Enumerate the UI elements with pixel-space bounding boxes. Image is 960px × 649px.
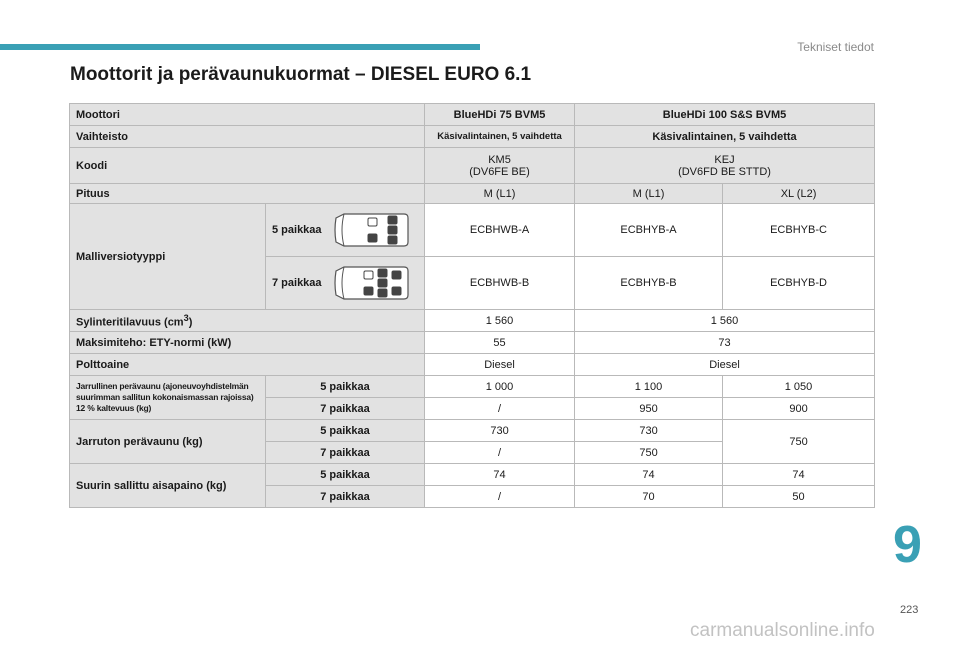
engine-1: BlueHDi 75 BVM5 <box>425 104 575 126</box>
code-1-line2: (DV6FE BE) <box>469 165 530 178</box>
displacement-label-close: ) <box>188 316 193 329</box>
van-7-seats-icon <box>330 263 410 303</box>
power-2: 73 <box>575 332 875 354</box>
label-version: Malliversiotyyppi <box>70 204 266 310</box>
version5-1: ECBHWB-A <box>425 204 575 257</box>
unbraked-seats-5: 5 paikkaa <box>266 420 425 442</box>
label-nose-weight: Suurin sallittu aisapaino (kg) <box>70 464 266 508</box>
fuel-2: Diesel <box>575 354 875 376</box>
braked7-3: 900 <box>723 398 875 420</box>
braked7-2: 950 <box>575 398 723 420</box>
displacement-unit-sup: 3 <box>183 312 189 323</box>
length-1: M (L1) <box>425 184 575 204</box>
code-2-line1: KEJ <box>714 153 735 166</box>
section-title: Tekniset tiedot <box>797 40 874 54</box>
page-title: Moottorit ja perävaunukuormat – DIESEL EURO 6.1 <box>70 64 532 85</box>
row-unbraked-5 <box>70 420 875 442</box>
nose5-1: 74 <box>425 464 575 486</box>
row-gearbox <box>70 126 875 148</box>
seat-5-cell <box>266 204 425 257</box>
power-1: 55 <box>425 332 575 354</box>
unbraked7-1: / <box>425 442 575 464</box>
code-1-line1: KM5 <box>488 153 511 166</box>
engine-2: BlueHDi 100 S&S BVM5 <box>575 104 875 126</box>
header-accent-bar <box>0 44 480 50</box>
label-gearbox: Vaihteisto <box>70 126 425 148</box>
row-displacement <box>70 310 875 332</box>
code-2 <box>575 148 875 184</box>
displacement-label-text: Sylinteritilavuus (cm <box>76 316 184 329</box>
row-engine <box>70 104 875 126</box>
unbraked-seats-7: 7 paikkaa <box>266 442 425 464</box>
nose-seats-7: 7 paikkaa <box>266 486 425 508</box>
row-code <box>70 148 875 184</box>
version5-2: ECBHYB-A <box>575 204 723 257</box>
seat-7-cell <box>266 257 425 310</box>
unbraked5-1: 730 <box>425 420 575 442</box>
watermark-text: carmanualsonline.info <box>690 620 875 641</box>
version5-3: ECBHYB-C <box>723 204 875 257</box>
label-fuel: Polttoaine <box>70 354 425 376</box>
braked-seats-5: 5 paikkaa <box>266 376 425 398</box>
label-engine: Moottori <box>70 104 425 126</box>
fuel-1: Diesel <box>425 354 575 376</box>
nose7-1: / <box>425 486 575 508</box>
unbraked-xl: 750 <box>723 420 875 464</box>
unbraked7-2: 750 <box>575 442 723 464</box>
length-3: XL (L2) <box>723 184 875 204</box>
nose7-3: 50 <box>723 486 875 508</box>
code-1 <box>425 148 575 184</box>
displacement-1: 1 560 <box>425 310 575 332</box>
displacement-2: 1 560 <box>575 310 875 332</box>
gearbox-2: Käsivalintainen, 5 vaihdetta <box>575 126 875 148</box>
braked5-1: 1 000 <box>425 376 575 398</box>
length-2: M (L1) <box>575 184 723 204</box>
seat-7-label: 7 paikkaa <box>272 277 322 289</box>
braked7-1: / <box>425 398 575 420</box>
row-braked-5 <box>70 376 875 398</box>
braked5-3: 1 050 <box>723 376 875 398</box>
label-power: Maksimiteho: ETY-normi (kW) <box>70 332 425 354</box>
version7-2: ECBHYB-B <box>575 257 723 310</box>
page-number: 223 <box>900 604 919 616</box>
nose-seats-5: 5 paikkaa <box>266 464 425 486</box>
nose5-3: 74 <box>723 464 875 486</box>
row-fuel <box>70 354 875 376</box>
nose7-2: 70 <box>575 486 723 508</box>
row-length <box>70 184 875 204</box>
label-displacement <box>70 310 425 332</box>
row-version-5 <box>70 204 875 257</box>
nose5-2: 74 <box>575 464 723 486</box>
version7-3: ECBHYB-D <box>723 257 875 310</box>
row-power <box>70 332 875 354</box>
version7-1: ECBHWB-B <box>425 257 575 310</box>
code-2-line2: (DV6FD BE STTD) <box>678 165 771 178</box>
label-code: Koodi <box>70 148 425 184</box>
label-unbraked-trailer: Jarruton perävaunu (kg) <box>70 420 266 464</box>
braked5-2: 1 100 <box>575 376 723 398</box>
van-5-seats-icon <box>330 210 410 250</box>
label-braked-trailer: Jarrullinen perävaunu (ajoneuvoyhdistelmän suurimman sallitun kokonaismassan rajoissa) 12 % kaltevuus (kg) <box>70 376 266 420</box>
unbraked5-2: 730 <box>575 420 723 442</box>
gearbox-1: Käsivalintainen, 5 vaihdetta <box>425 126 575 148</box>
braked-seats-7: 7 paikkaa <box>266 398 425 420</box>
label-length: Pituus <box>70 184 425 204</box>
row-nose-5 <box>70 464 875 486</box>
chapter-number: 9 <box>893 516 922 574</box>
seat-5-label: 5 paikkaa <box>272 224 322 236</box>
engine-specs-table <box>69 103 875 508</box>
